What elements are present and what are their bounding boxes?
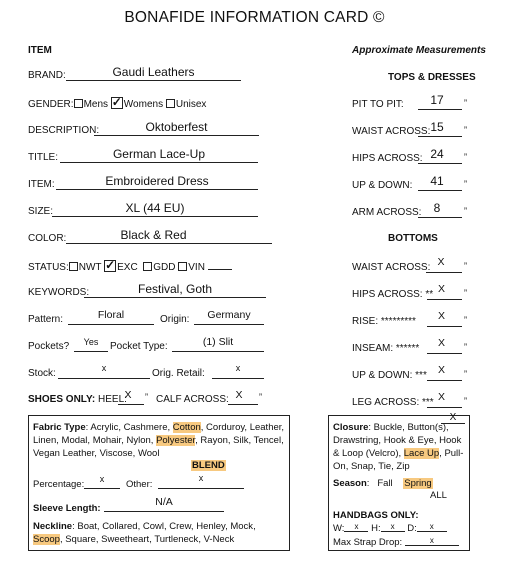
status-exc-checkbox[interactable] xyxy=(104,260,116,272)
color-value: Black & Red xyxy=(120,228,187,242)
strap-label: Max Strap Drop: xyxy=(333,537,403,548)
bottoms-inch-mark-3: ” xyxy=(464,342,467,352)
neckline-option[interactable]: Square xyxy=(65,534,96,545)
neckline-label: Neckline xyxy=(33,521,73,532)
fabric-option[interactable]: Cotton xyxy=(172,422,201,433)
status-label: STATUS: xyxy=(28,262,69,273)
gender-unisex-checkbox[interactable] xyxy=(166,99,175,108)
season-row: Season: Fall Spring xyxy=(333,478,432,489)
handbags-label: HANDBAGS ONLY: xyxy=(333,510,419,521)
status-vin-checkbox[interactable] xyxy=(178,262,187,271)
w-label: W: xyxy=(333,523,345,534)
fabric-option[interactable]: Corduroy xyxy=(206,422,245,433)
percentage-value: x xyxy=(99,474,105,484)
bottoms-value-1: X xyxy=(437,283,445,295)
measurements-heading: Approximate Measurements xyxy=(352,45,486,56)
tops-value-3: 41 xyxy=(430,174,444,188)
fabric-option[interactable]: Wool xyxy=(137,448,160,459)
shoes-label: SHOES ONLY: xyxy=(28,394,96,405)
description-label: DESCRIPTION: xyxy=(28,125,100,136)
heel-label: HEEL: xyxy=(98,394,127,405)
bottoms-value-4: X xyxy=(437,364,445,376)
fabric-option[interactable]: Linen xyxy=(33,435,57,446)
closure-option[interactable]: Hook & Loop (Velcro) xyxy=(333,435,462,459)
fabric-option[interactable]: Cashmere xyxy=(123,422,168,433)
closure-mark[interactable]: X xyxy=(441,412,465,424)
fabric-option[interactable]: Leather xyxy=(249,422,282,433)
origin-label: Origin: xyxy=(160,314,190,325)
neckline-option[interactable]: Boat xyxy=(77,521,97,532)
status-row xyxy=(28,260,232,273)
color-label: COLOR: xyxy=(28,233,67,244)
neckline-option[interactable]: Scoop xyxy=(33,534,60,545)
keywords-label: KEYWORDS: xyxy=(28,287,90,298)
tops-label-1: WAIST ACROSS: xyxy=(352,126,431,137)
status-gdd-checkbox[interactable] xyxy=(143,262,152,271)
fabric-option[interactable]: Tencel xyxy=(253,435,282,446)
origin-value: Germany xyxy=(207,309,251,321)
tops-inch-mark-1: ” xyxy=(464,125,467,135)
card-title: BONAFIDE INFORMATION CARD © xyxy=(124,9,385,26)
keywords-value: Festival, Goth xyxy=(137,282,213,296)
tops-inch-mark-0: ” xyxy=(464,98,467,108)
bottoms-inch-mark-1: ” xyxy=(464,288,467,298)
calf-inch-mark: ” xyxy=(259,392,262,402)
tops-value-1: 15 xyxy=(430,120,444,134)
handbag-dimensions xyxy=(333,522,447,534)
bottoms-inch-mark-4: ” xyxy=(464,369,467,379)
neckline-option[interactable]: Collared xyxy=(102,521,138,532)
closure-option[interactable]: Button(s) xyxy=(407,422,446,433)
sleeve-value: N/A xyxy=(155,496,173,508)
neckline-option[interactable]: Cowl xyxy=(142,521,164,532)
closure-option[interactable]: Tie xyxy=(378,461,392,472)
fabric-type-label: Fabric Type xyxy=(33,422,86,433)
status-nwt-label: NWT xyxy=(78,262,102,273)
gender-unisex-label: Unisex xyxy=(175,99,207,110)
tops-label-4: ARM ACROSS: xyxy=(352,207,422,218)
other-value: x xyxy=(198,473,204,483)
retail-label: Orig. Retail: xyxy=(152,368,205,379)
tops-value-2: 24 xyxy=(430,147,444,161)
bottoms-heading: BOTTOMS xyxy=(388,233,438,244)
gender-mens-label: Mens xyxy=(83,99,109,110)
d-label: D: xyxy=(407,523,417,534)
neckline-option[interactable]: V-Neck xyxy=(203,534,235,545)
gender-womens-label: Womens xyxy=(123,99,164,110)
pattern-value: Floral xyxy=(97,309,125,321)
fabric-option[interactable]: Polyester xyxy=(156,435,196,446)
fabric-option[interactable]: Silk xyxy=(233,435,249,446)
tops-label-2: HIPS ACROSS: xyxy=(352,153,423,164)
neckline-option[interactable]: Mock xyxy=(230,521,254,532)
heel-inch-mark: ” xyxy=(145,392,148,402)
w-value[interactable]: x xyxy=(344,522,368,532)
tops-label-0: PIT TO PIT: xyxy=(352,99,404,110)
gender-mens-checkbox[interactable] xyxy=(74,99,83,108)
tops-label-3: UP & DOWN: xyxy=(352,180,413,191)
pockets-label: Pockets? xyxy=(28,341,70,352)
retail-value: x xyxy=(235,363,241,373)
status-gdd-label: GDD xyxy=(153,262,176,273)
closure-option[interactable]: Pull-On xyxy=(333,448,464,472)
size-value: XL (44 EU) xyxy=(125,201,185,215)
bottoms-inch-mark-0: ” xyxy=(464,261,467,271)
closure-option[interactable]: Drawstring xyxy=(333,435,379,446)
title-label: TITLE: xyxy=(28,152,59,163)
calf-label: CALF ACROSS: xyxy=(156,394,229,405)
status-nwt-checkbox[interactable] xyxy=(69,262,78,271)
bottoms-inch-mark-5: ” xyxy=(464,396,467,406)
tops-inch-mark-3: ” xyxy=(464,179,467,189)
bottoms-label-2: RISE: ********* xyxy=(352,316,416,327)
other-label: Other: xyxy=(126,479,153,490)
item-value: Embroidered Dress xyxy=(105,174,209,188)
sleeve-label: Sleeve Length: xyxy=(33,503,101,514)
stock-label: Stock: xyxy=(28,368,56,379)
stock-value: x xyxy=(101,363,107,373)
item-label: ITEM: xyxy=(28,179,55,190)
bottoms-label-1: HIPS ACROSS: ** xyxy=(352,289,434,300)
tops-inch-mark-4: ” xyxy=(464,206,467,216)
h-value[interactable]: x xyxy=(381,522,405,532)
neckline-list: Neckline: Boat, Collared, Cowl, Crew, Henley, Mock, Scoop, Square, Sweetheart, Turtleneck, V-Neck xyxy=(33,521,256,545)
h-label: H: xyxy=(371,523,381,534)
neckline-option[interactable]: Sweetheart xyxy=(101,534,150,545)
bottoms-inch-mark-2: ” xyxy=(464,315,467,325)
status-exc-label: EXC xyxy=(117,262,138,273)
pattern-label: Pattern: xyxy=(28,314,64,325)
tops-inch-mark-2: ” xyxy=(464,152,467,162)
season-label: Season xyxy=(333,478,367,489)
blend-badge: BLEND xyxy=(192,460,225,471)
strap-row xyxy=(333,536,459,548)
heel-value: X xyxy=(124,389,132,401)
gender-row xyxy=(28,97,206,110)
season-all: ALL xyxy=(430,490,447,501)
shoes-row xyxy=(28,394,127,405)
fabric-option[interactable]: Vegan Leather xyxy=(33,448,95,459)
brand-value: Gaudi Leathers xyxy=(112,65,195,79)
bottoms-label-4: UP & DOWN: *** xyxy=(352,370,427,381)
bottoms-label-0: WAIST ACROSS: xyxy=(352,262,431,273)
strap-value[interactable]: x xyxy=(405,536,459,546)
fabric-option[interactable]: Nylon xyxy=(126,435,151,446)
fabric-option[interactable]: Acrylic xyxy=(90,422,119,433)
closure-option[interactable]: Zip xyxy=(396,461,410,472)
bottoms-value-2: X xyxy=(437,310,445,322)
closure-option[interactable]: Hook & Eye xyxy=(383,435,434,446)
status-vin-label: VIN xyxy=(188,262,205,273)
gender-womens-checkbox[interactable] xyxy=(111,97,123,109)
neckline-option[interactable]: Crew xyxy=(169,521,191,532)
closure-option[interactable]: Lace Up xyxy=(403,448,440,459)
closure-list: Closure: Buckle, Button(s), Drawstring, Hook & Eye, Hook & Loop (Velcro), Lace Up, Pull-On, Snap, Tie, Zip xyxy=(333,422,464,472)
neckline-option[interactable]: Turtleneck xyxy=(154,534,199,545)
bottoms-label-5: LEG ACROSS: *** xyxy=(352,397,434,408)
description-value: Oktoberfest xyxy=(145,120,208,134)
calf-value: X xyxy=(235,389,243,401)
neckline-option[interactable]: Henley xyxy=(196,521,226,532)
pockets-value: Yes xyxy=(83,337,99,347)
pocket-type-label: Pocket Type: xyxy=(110,341,168,352)
closure-option[interactable]: Buckle xyxy=(373,422,403,433)
season-fall[interactable]: Fall xyxy=(377,478,393,489)
d-value[interactable]: x xyxy=(417,522,447,532)
gender-label: GENDER: xyxy=(28,99,74,110)
tops-heading: TOPS & DRESSES xyxy=(388,72,476,83)
closure-option[interactable]: Snap xyxy=(350,461,374,472)
title-value: German Lace-Up xyxy=(112,147,206,161)
tops-value-4: 8 xyxy=(433,201,441,215)
bottoms-value-3: X xyxy=(437,337,445,349)
bottoms-label-3: INSEAM: ****** xyxy=(352,343,420,354)
season-spring[interactable]: Spring xyxy=(404,478,432,489)
closure-label: Closure xyxy=(333,422,369,433)
fabric-type-list: Fabric Type: Acrylic, Cashmere, Cotton, Corduroy, Leather, Linen, Modal, Mohair, Nylon, Polyester, Rayon, Silk, Tencel, Vegan Leather, Viscose, Wool xyxy=(33,422,285,459)
bottoms-value-5: X xyxy=(437,391,445,403)
pocket-type-value: (1) Slit xyxy=(202,336,234,348)
bottoms-value-0: X xyxy=(437,256,445,268)
item-section-heading: ITEM xyxy=(28,45,52,56)
percentage-label: Percentage: xyxy=(33,479,85,490)
fabric-option[interactable]: Modal xyxy=(61,435,88,446)
fabric-option[interactable]: Viscose xyxy=(99,448,133,459)
fabric-option[interactable]: Mohair xyxy=(92,435,122,446)
fabric-option[interactable]: Rayon xyxy=(200,435,228,446)
tops-value-0: 17 xyxy=(430,93,444,107)
brand-label: BRAND: xyxy=(28,70,66,81)
size-label: SIZE: xyxy=(28,206,54,217)
